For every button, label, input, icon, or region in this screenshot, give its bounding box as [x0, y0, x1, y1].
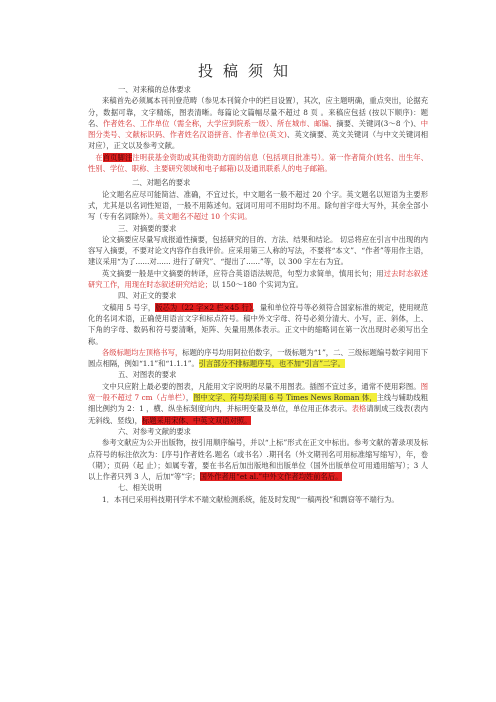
- section-heading-3: 三、对摘要的要求: [118, 223, 177, 233]
- red-text: 各级标题均左顶格书写，: [102, 347, 183, 357]
- section-5-paragraph-1: [88, 381, 428, 426]
- text: ，: [185, 393, 194, 403]
- section-7-paragraph-1: 1．本刊已采用科技期刊学术不端文献检测系统，能及时发现“一稿两投”和剽窃等不端行为。: [102, 494, 399, 504]
- section-3-paragraph-2: [88, 268, 428, 291]
- red-text: 作者姓名、工作单位（需全称，大学应到院系一级）、所在城市、邮编、: [102, 118, 337, 128]
- section-1-paragraph-1: [88, 95, 428, 151]
- document-body: [88, 84, 428, 505]
- section-heading-4: 四、对正文的要求: [118, 291, 177, 301]
- highlight-red: 国外作者用“et al.”中外文作者均姓前名后。: [199, 472, 343, 482]
- section-1-paragraph-2: [88, 152, 428, 175]
- text: 标题的序号均用阿拉伯数字，一级标题为“1”，二、三级标题编号数字间用下圆点相隔，例如“1.1”和“1.1.1”。: [88, 347, 428, 369]
- section-heading-5: 五、对图表的要求: [118, 370, 177, 380]
- highlight-yellow: 引言部分不排标题序号，也不加“引言”二字。: [198, 359, 345, 369]
- text: 摘要、关键词(3～8 个)、: [336, 118, 421, 128]
- red-text: 英文题名不超过 10 个实词。: [157, 212, 252, 222]
- red-text: 图宽一般不超过 7 cm（占单栏）: [88, 381, 428, 403]
- text: ，量和单位符号等必须符合国家标准的规定，使用规范化的名词术语，正确使用语言文字和标点符号。稿中外文字母、符号必须分清大、小写，正、斜体，上、下角的字母、数码和符号要清晰，矩阵、矢量用黑体表示。正文中的缩略词在第一次出现时必须写出全称。: [88, 302, 429, 346]
- section-2-paragraph-1: [88, 189, 428, 223]
- highlight-red: 版芯为（22 字×2 栏×45 行）: [155, 302, 253, 312]
- section-heading-1: 一、对来稿的总体要求: [118, 85, 191, 94]
- page-title: 投稿须知: [197, 62, 298, 80]
- text: 文中只应附上最必要的图表，凡能用文字说明的尽量不用图表。插图不宜过多，通常不使用彩图。: [102, 381, 421, 391]
- section-4-paragraph-1: [88, 302, 428, 347]
- section-4-paragraph-2: [88, 347, 428, 370]
- highlight-red: 标题采用宋体、中英文双语对照。: [141, 415, 252, 425]
- highlight-yellow: 图中文字、符号均采用 6 号 Times News Roman 体，: [193, 393, 377, 403]
- text: 来稿首先必须属本刊刊登范畴（参见本刊简介中的栏目设置），其次，应主题明确，重点突出，论据充分，数据可靠，文字精练，图表清晰。每篇论文篇幅尽量不超过 8 页 。来稿应包括 (按以下顺序)：题名、: [88, 96, 428, 128]
- red-text: 表格: [351, 404, 367, 414]
- text: 英文摘要一般是中文摘要的转译，应符合英语语法规范，句型力求简单，慎用长句；用: [102, 268, 384, 278]
- red-text: 注明获基金资助或其他资助方面的信息（包括项目批准号）。第一作者简介(姓名、出生年、性别、学位、职称、主要研究领域和电子邮箱)以及通讯联系人的电子邮箱。: [88, 152, 429, 174]
- section-heading-7: 七、相关说明: [118, 483, 162, 493]
- text: 论文题名应尽可能简洁、准确，不宜过长，中文题名一般不超过 20 个字。英文题名以短语为主要形式，尤其是以名词性短语，一般不用陈述句。冠词可用可不用时均不用。除句首字母大写外，其余全部小写（专有名词除外）。: [88, 189, 428, 222]
- text: 以 150～180 个实词为宜。: [212, 280, 303, 290]
- text: 请制成三线表(表内无斜线、竖线)，: [88, 404, 428, 425]
- text: 主线与辅助线粗细比例约为 2：1 ，横、纵坐标刻度向内，并标明变量及单位，单位用正体表示。: [88, 393, 429, 414]
- text: 参考文献应为公开出版物，按引用顺序编号，并以“上标”形式在正文中标出。参考文献的著录项及标点符号的标注依次为：[序号]作者姓名.题名（或书名）.期刊名（外文期刊名可用标准缩写缩写），年，卷（期）；页码（起 止）；如属专著，要在书名后加出版地和出版单位（国外出版单位可用通用缩写）；3 人以上作者只列 3 人，后加“等”字；: [88, 438, 428, 482]
- text: 文稿用 5 号字，: [102, 302, 156, 312]
- section-heading-2: 二、对题名的要求: [132, 178, 191, 188]
- section-6-paragraph-1: [88, 437, 428, 482]
- highlight-red: 首页脚注: [102, 152, 133, 162]
- red-text: 过去时态叙述研究工作，用现在时态叙述研究结论；: [88, 268, 429, 290]
- red-text: 中图分类号、文献标识码、作者姓名汉语拼音、作者单位(英文): [88, 118, 428, 140]
- red-text: 在: [95, 152, 103, 162]
- section-3-paragraph-1: 论文摘要应尽量写成报道性摘要，包括研究的目的、方法、结果和结论。 切忌将应在引言中出现的内容写入摘要，不要对论文内容作自我评价。应采用第三人称的写法，不要将“本文”、“作者”等用作主语，建议采用“为了......对...... 进行了研究”、“提出了......”等，以 300 字左右为宜。: [88, 234, 428, 267]
- section-heading-6: 六、对参考文献的要求: [118, 426, 191, 436]
- text: 、英文摘要、英文关键词（与中文关键词相对应），正文以及参考文献。: [88, 130, 428, 151]
